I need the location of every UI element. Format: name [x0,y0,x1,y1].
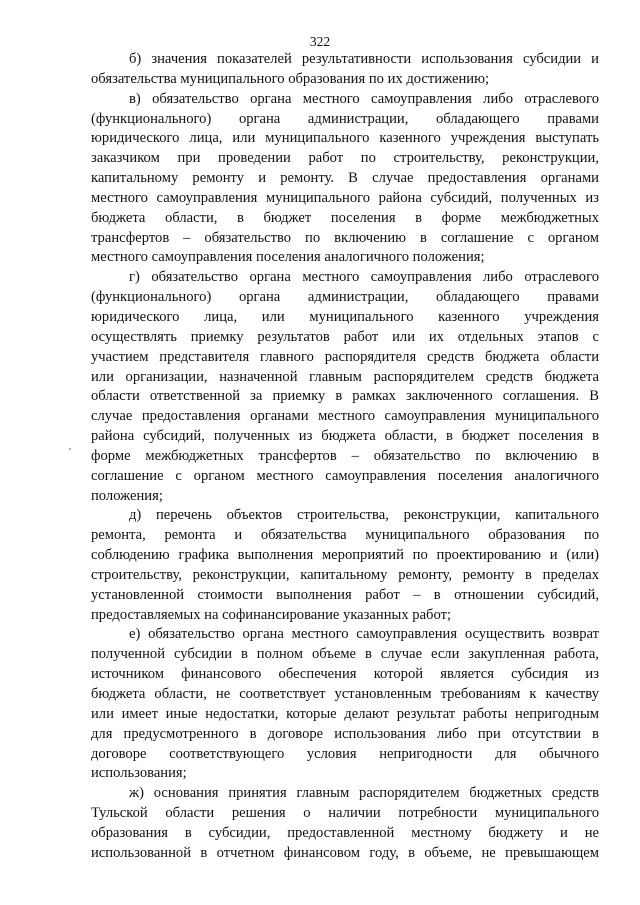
text-line: е) обязательство органа местного самоуправления осуществить возврат [129,626,599,643]
text-line: или организации, назначенной главным распорядителем средств бюджета [91,368,599,385]
text-line: юридического лица, или муниципального казенного учреждения [91,308,599,325]
page-number: 322 [309,34,331,49]
text-line: соглашение с органом местного самоуправления поселения аналогичного [91,467,599,484]
text-line: б) значения показателей результативности использования субсидии и [129,51,599,67]
text-line: ж) основания принятия главным распорядителем бюджетных средств [129,785,599,802]
text-line: источником финансового обеспечения которой является субсидия из [91,666,599,683]
text-line: д) перечень объектов строительства, реконструкции, капитального [129,507,599,524]
text-line: г) обязательство органа местного самоуправления либо отраслевого [129,269,599,286]
text-line: или имеет иные недостатки, которые делают результат работы непригодным [91,705,599,722]
text-line: договоре соответствующего условия непригодности для обычного [91,745,599,762]
text-line: заказчиком при проведении работ по строительству, реконструкции, [91,150,599,167]
text-line: в) обязательство органа местного самоуправления либо отраслевого [129,90,599,107]
scan-artifact-dot [69,448,71,450]
document-body [91,50,599,864]
text-line: бюджета области, в бюджет поселения в форме межбюджетных [91,209,599,226]
text-line: юридического лица, или муниципального казенного учреждения выступать [91,130,599,147]
text-line: соблюдению графика выполнения мероприятий по проектированию и (или) [91,547,599,564]
text-line: Тульской области решения о наличии потребности муниципального [91,805,599,822]
text-line: образования в субсидии, предоставленной местному бюджету и не [91,824,599,841]
text-line: местного самоуправления муниципального района субсидий, полученных из [91,189,599,206]
text-line: использованной в отчетном финансовом году, в объеме, не превышающем [91,844,599,861]
text-line: обязательства муниципального образования по их достижению; [91,70,490,87]
text-line: капитальному ремонту и ремонту. В случае предоставления органами [91,170,599,187]
text-line: предоставляемых на софинансирование указанных работ; [91,606,452,623]
text-line: (функционального) органа администрации, обладающего правами [91,110,599,127]
text-line: области ответственной за приемку в рамках заключенного соглашения. В [91,388,599,405]
text-line: бюджета области, не соответствует установленным требованиям к качеству [91,686,599,702]
text-line: района субсидий, полученных из бюджета области, в бюджет поселения в [91,428,599,445]
text-line: трансфертов – обязательство по включению в соглашение с органом [91,229,599,246]
text-line: участием представителя главного распорядителя средств бюджета области [91,348,599,365]
text-line: осуществлять приемку результатов работ или их отдельных этапов с [91,328,599,345]
text-line: (функционального) органа администрации, обладающего правами [91,289,599,306]
text-line: для предусмотренного в договоре использования либо при отсутствии в [91,725,599,742]
text-line: положения; [91,487,163,504]
text-line: ремонта, ремонта и обязательства муниципального образования по [91,527,599,544]
text-line: установленной стоимости выполнения работ – в отношении субсидий, [91,586,599,603]
text-line: полученной субсидии в полном объеме в случае если закупленная работа, [91,646,599,663]
text-line: использования; [91,765,187,782]
text-line: строительству, реконструкции, капитальному ремонту, ремонту в пределах [91,566,599,583]
text-line: форме межбюджетных трансфертов – обязательство по включению в [91,447,599,464]
text-line: местного самоуправления поселения аналогичного положения; [91,249,485,266]
text-line: случае предоставления органами местного самоуправления муниципального [91,408,599,425]
